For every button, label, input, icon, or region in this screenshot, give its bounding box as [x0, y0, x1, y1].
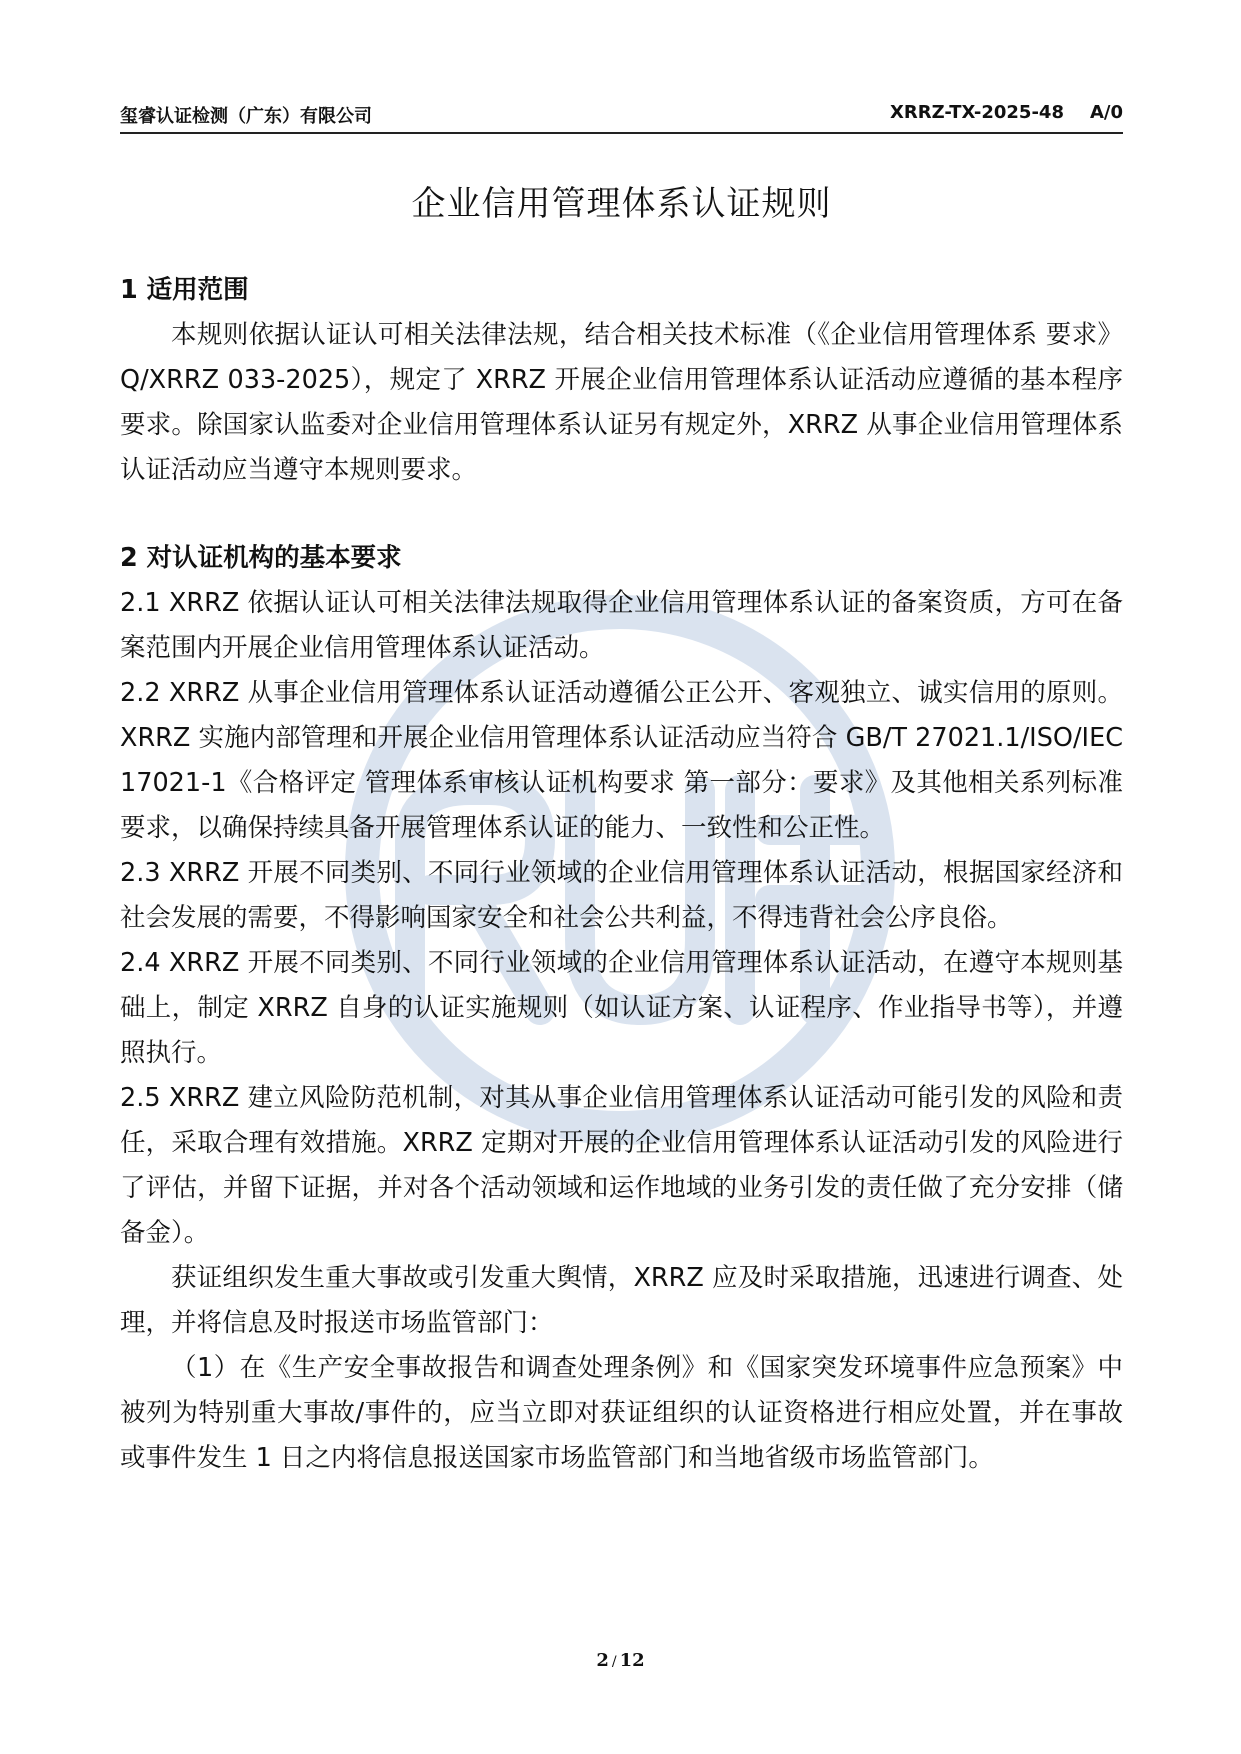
- clause-2-2: 2.2 XRRZ 从事企业信用管理体系认证活动遵循公正公开、客观独立、诚实信用的原则。XRRZ 实施内部管理和开展企业信用管理体系认证活动应当符合 GB/T 27021.1/ISO/IEC 17021-1《合格评定 管理体系审核认证机构要求 第一部分：要求》及其他相关系列标准要求，以确保持续具备开展管理体系认证的能力、一致性和公正性。: [120, 678, 1123, 843]
- page-number: 2: [596, 1650, 609, 1671]
- document-code: XRRZ-TX-2025-48: [890, 102, 1064, 123]
- company-name: 玺睿认证检测（广东）有限公司: [120, 106, 372, 127]
- clause-2-1: 2.1 XRRZ 依据认证认可相关法律法规取得企业信用管理体系认证的备案资质，方可在备案范围内开展企业信用管理体系认证活动。: [120, 588, 1123, 663]
- page-header: [120, 100, 1123, 134]
- page-separator: /: [611, 1654, 617, 1670]
- page-footer: [0, 1650, 1241, 1671]
- clause-2-5-item-1: （1）在《生产安全事故报告和调查处理条例》和《国家突发环境事件应急预案》中被列为特别重大事故/事件的，应当立即对获证组织的认证资格进行相应处置，并在事故或事件发生 1 日之内将信息报送国家市场监管部门和当地省级市场监管部门。: [120, 1353, 1123, 1473]
- clause-2-3: 2.3 XRRZ 开展不同类别、不同行业领域的企业信用管理体系认证活动，根据国家经济和社会发展的需要，不得影响国家安全和社会公共利益，不得违背社会公序良俗。: [120, 858, 1123, 933]
- document-code-block: [890, 102, 1123, 123]
- section-2-heading: 2 对认证机构的基本要求: [120, 543, 402, 573]
- document-body: [120, 268, 1123, 1481]
- section-1-paragraph: 本规则依据认证认可相关法律法规，结合相关技术标准（《企业信用管理体系 要求》Q/XRRZ 033-2025），规定了 XRRZ 开展企业信用管理体系认证活动应遵循的基本程序要求。除国家认监委对企业信用管理体系认证另有规定外，XRRZ 从事企业信用管理体系认证活动应当遵守本规则要求。: [120, 320, 1123, 485]
- section-1-heading: 1 适用范围: [120, 275, 249, 305]
- section-spacer: [120, 493, 1123, 536]
- clause-2-4: 2.4 XRRZ 开展不同类别、不同行业领域的企业信用管理体系认证活动，在遵守本规则基础上，制定 XRRZ 自身的认证实施规则（如认证方案、认证程序、作业指导书等），并遵照执行。: [120, 948, 1123, 1068]
- document-title: 企业信用管理体系认证规则: [411, 184, 832, 224]
- clause-2-5-incident-paragraph: 获证组织发生重大事故或引发重大舆情，XRRZ 应及时采取措施，迅速进行调查、处理，并将信息及时报送市场监管部门：: [120, 1263, 1123, 1338]
- clause-2-5: 2.5 XRRZ 建立风险防范机制，对其从事企业信用管理体系认证活动可能引发的风险和责任，采取合理有效措施。XRRZ 定期对开展的企业信用管理体系认证活动引发的风险进行了评估，并留下证据，并对各个活动领域和运作地域的业务引发的责任做了充分安排（储备金）。: [120, 1083, 1123, 1248]
- page-total: 12: [619, 1650, 645, 1671]
- revision-code: A/0: [1089, 102, 1123, 123]
